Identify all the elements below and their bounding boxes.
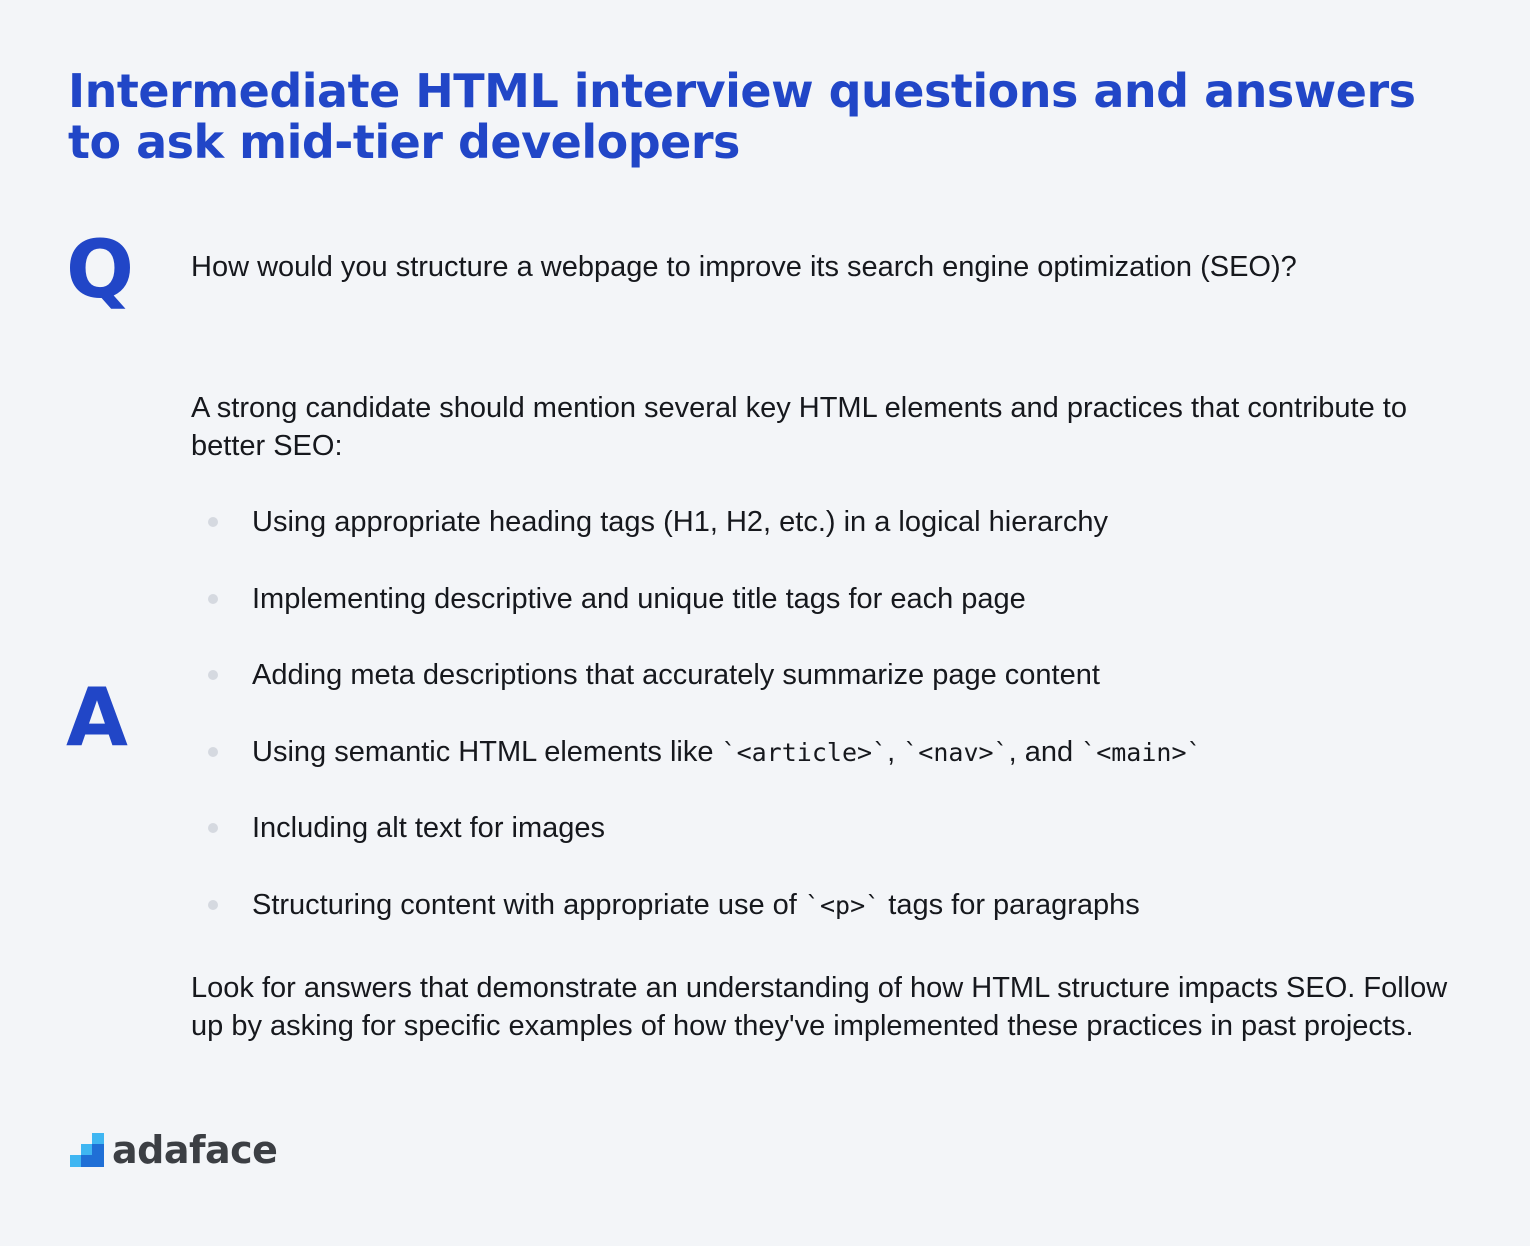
page-title: Intermediate HTML interview questions and answers to ask mid-tier developers (68, 64, 1416, 169)
inline-code: `<nav>` (903, 737, 1009, 767)
bullet-dot-icon (208, 900, 218, 910)
bullet-dot-icon (208, 823, 218, 833)
bullet-dot-icon (208, 517, 218, 527)
answer-bullet-item (191, 732, 1441, 809)
answer-bullet-item (191, 579, 1441, 656)
bar-steps-logo-icon (70, 1133, 104, 1167)
inline-code: `<main>` (1081, 737, 1202, 767)
bullet-dot-icon (208, 670, 218, 680)
bullet-text: Implementing descriptive and unique title tags for each page (252, 582, 1026, 615)
bullet-dot-icon (208, 747, 218, 757)
bullet-text: Using appropriate heading tags (H1, H2, etc.) in a logical hierarchy (252, 506, 1108, 538)
bullet-dot-icon (208, 594, 218, 604)
inline-code: `<article>` (721, 737, 888, 767)
bullet-text: Adding meta descriptions that accurately summarize page content (252, 659, 1100, 692)
brand-name: adaface (112, 1128, 278, 1172)
answer-bullet-item (191, 502, 1441, 579)
bullet-text: Including alt text for images (252, 812, 606, 845)
bullet-text: Structuring content with appropriate use of (252, 888, 805, 921)
bullet-text: , and (1008, 735, 1082, 768)
answer-letter: A (66, 671, 128, 764)
inline-code: `<p>` (804, 890, 881, 920)
answer-outro: Look for answers that demonstrate an understanding of how HTML structure impacts SEO. Follow up by asking for specific examples of how they've implemented these practices in past projects. (191, 972, 1448, 1042)
adaface-logo (70, 1128, 277, 1172)
answer-intro: A strong candidate should mention several key HTML elements and practices that contribute to better SEO: (191, 392, 1407, 462)
answer-bullet-item (191, 655, 1441, 732)
bullet-text: , (887, 735, 904, 768)
answer-bullet-item (191, 808, 1441, 885)
question-text: How would you structure a webpage to improve its search engine optimization (SEO)? (191, 251, 1297, 283)
answer-bullet-item (191, 885, 1441, 962)
bullet-text: tags for paragraphs (880, 888, 1140, 921)
question-letter: Q (66, 223, 135, 316)
answer-bullet-list (191, 502, 1441, 962)
bullet-text: Using semantic HTML elements like (252, 735, 722, 768)
